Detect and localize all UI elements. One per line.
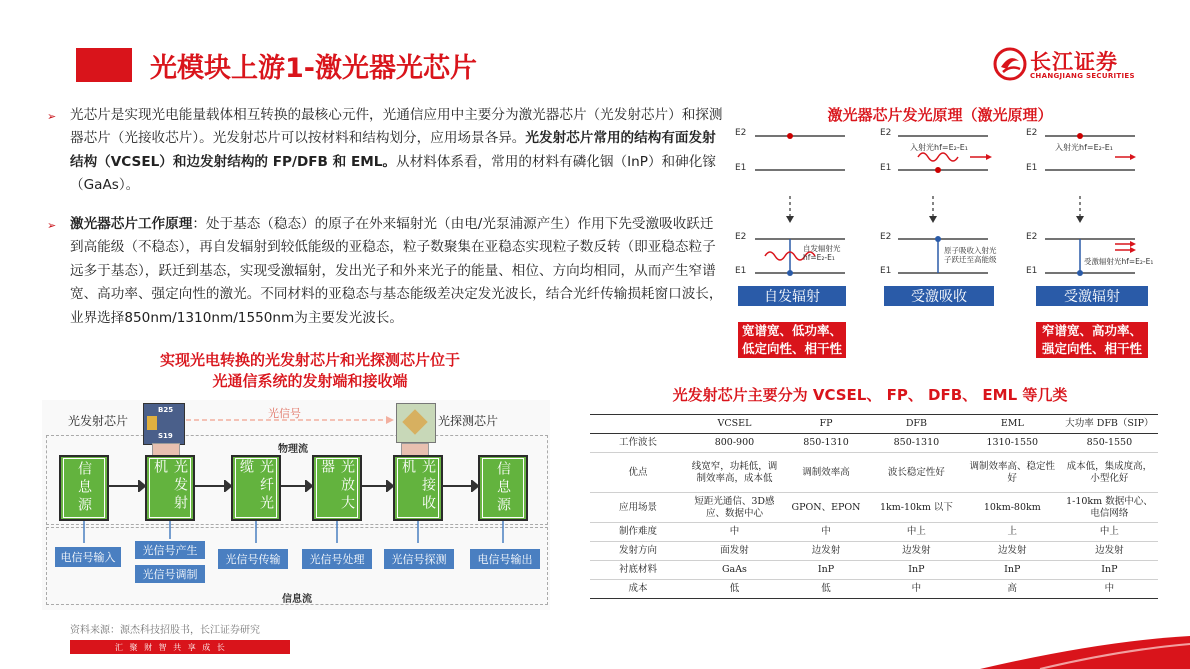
p1-text-a: 光芯片是实现光电能量载体相互转换的最核心元件，光通信应用中主要分为激光器芯片（光发射芯片）和探测器芯片（光接收芯片）。光发射芯片可以按材料和结构划分，应用场景各异。 [70, 107, 723, 147]
spontaneous-desc-line-1: 宽谱宽、低功率、 [741, 323, 842, 338]
logo-name-en: CHANGJIANG SECURITIES [1030, 72, 1135, 80]
signal-arrow-icon [186, 415, 396, 425]
table-cell: 短距光通信、3D感应、数据中心 [686, 493, 783, 523]
stimulated-label: 受激辐射 [1036, 286, 1148, 306]
table-cell: 调制效率高 [783, 453, 869, 493]
p1-text-c: 从材料体系看，常用的材料有磷化铟（InP）和砷化镓（GaAs）。 [70, 153, 716, 194]
step-optical-modulate: 光信号调制 [135, 565, 205, 583]
e2-label: E2 [880, 128, 892, 138]
block-info-sink-label: 信息源 [482, 458, 524, 518]
block-info-source [59, 455, 109, 521]
table-cell: 低 [783, 580, 869, 599]
table-cell: 调制效率高、稳定性好 [964, 453, 1061, 493]
table-cell: 850-1310 [869, 434, 964, 453]
table-cell: GaAs [686, 561, 783, 580]
absorption-label: 受激吸收 [884, 286, 994, 306]
step-optical-detect: 光信号探测 [384, 549, 454, 569]
tx-chip-image [143, 403, 185, 445]
table-cell: 边发射 [783, 542, 869, 561]
table-cell: 800-900 [686, 434, 783, 453]
rx-chip-label: 光探测芯片 [438, 414, 499, 428]
table-row [590, 523, 1158, 542]
info-flow-label: 信息流 [282, 594, 312, 605]
step-electric-input: 电信号输入 [55, 547, 121, 567]
chip-mark-2: S19 [158, 432, 173, 440]
flow-caption [60, 350, 560, 392]
e2-label: E2 [735, 128, 747, 138]
e1-label: E1 [735, 163, 747, 173]
absorption-note-line-1: 原子吸收入射光 [944, 246, 997, 255]
table-cell: 面发射 [686, 542, 783, 561]
table-cell: 850-1550 [1061, 434, 1158, 453]
table-cell: 1-10km 数据中心、电信网络 [1061, 493, 1158, 523]
table-cell: 边发射 [1061, 542, 1158, 561]
e2-label: E2 [1026, 232, 1038, 242]
stimulated-desc [1036, 322, 1148, 358]
table-header-cell: VCSEL [686, 415, 783, 434]
title-accent-block [76, 48, 132, 82]
table-row [590, 453, 1158, 493]
table-cell: 低 [686, 580, 783, 599]
step-optical-generate: 光信号产生 [135, 541, 205, 559]
paragraph-2 [70, 213, 725, 330]
absorption-note [944, 246, 997, 264]
table-cell: InP [1061, 561, 1158, 580]
flow-arrows-icon [109, 480, 479, 492]
incident-light-note: 入射光hf=E₂-E₁ [1055, 143, 1113, 152]
flow-caption-line-1: 实现光电转换的光发射芯片和光探测芯片位于 [159, 351, 460, 369]
step-optical-process: 光信号处理 [302, 549, 372, 569]
flow-connectors-icon [46, 521, 546, 551]
block-amplifier-label: 光放大器 [316, 458, 358, 518]
table-cell: 线宽窄，功耗低，调制效率高，成本低 [686, 453, 783, 493]
table-cell: GPON、EPON [783, 493, 869, 523]
e1-label: E1 [1026, 163, 1038, 173]
table-cell: 1km-10km 以下 [869, 493, 964, 523]
table-cell: 中 [686, 523, 783, 542]
bullet-arrow-icon: ➢ [47, 110, 57, 123]
p2-heading: 激光器芯片工作原理 [70, 216, 193, 232]
table-header-row [590, 415, 1158, 434]
table-cell: InP [964, 561, 1061, 580]
incident-light-note: 入射光hf=E₂-E₁ [910, 143, 968, 152]
stimulated-desc-line-1: 窄谱宽、高功率、 [1041, 323, 1142, 338]
rx-chip-image [396, 403, 436, 443]
table-cell: 成本低，集成度高，小型化好 [1061, 453, 1158, 493]
e1-label: E1 [880, 163, 892, 173]
page-title: 光模块上游1-激光器光芯片 [150, 53, 477, 84]
table-cell: 高 [964, 580, 1061, 599]
table-cell: 上 [964, 523, 1061, 542]
table-cell: 应用场景 [590, 493, 686, 523]
table-cell: 1310-1550 [964, 434, 1061, 453]
table-row [590, 580, 1158, 599]
block-transmitter-label: 光发射机 [149, 458, 191, 518]
e1-label: E1 [735, 266, 747, 276]
table-cell: 成本 [590, 580, 686, 599]
table-cell: 中上 [869, 523, 964, 542]
table-cell: 中 [783, 523, 869, 542]
block-receiver-label: 光接收机 [397, 458, 439, 518]
stimulated-desc-line-2: 强定向性、相干性 [1041, 341, 1142, 356]
table-title: 光发射芯片主要分为 VCSEL、 FP、 DFB、 EML 等几类 [672, 386, 1068, 404]
table-cell: 边发射 [869, 542, 964, 561]
table-header-cell: 大功率 DFB（SIP） [1061, 415, 1158, 434]
footer-slogan: 汇 聚 财 智 共 享 成 长 [70, 640, 290, 654]
table-header-cell [590, 415, 686, 434]
step-electric-output: 电信号输出 [470, 549, 540, 569]
table-cell: 工作波长 [590, 434, 686, 453]
e1-label: E1 [1026, 266, 1038, 276]
p2-text: ：处于基态（稳态）的原子在外来辐射光（由电/光泵浦源产生）作用下先受激吸收跃迁到高能级（不稳态），再自发辐射到较低能级的亚稳态，粒子数聚集在亚稳态实现粒子数反转（即亚稳态粒子远多于基态），跃迁到基态，实现受激辐射，发出光子和外来光子的能量、相位、方向均相同，从而产生窄谱宽、高功率、强定向性的激光。不同材料的亚稳态与基态能级差决定发光波长，结合光纤传输损耗窗口波长，业界选择850nm/1310nm/1550nm为主要发光波长。 [70, 216, 723, 326]
table-cell: InP [869, 561, 964, 580]
table-cell: 边发射 [964, 542, 1061, 561]
step-optical-transmit: 光信号传输 [218, 549, 288, 569]
paragraph-1 [70, 104, 725, 198]
table-cell: 中 [1061, 580, 1158, 599]
block-fiber-cable-label: 光纤光缆 [235, 458, 277, 518]
spontaneous-desc-line-2: 低定向性、相干性 [741, 341, 842, 356]
table-header-cell: FP [783, 415, 869, 434]
spontaneous-note: 自发辐射光hf=E₂-E₁ [803, 244, 841, 262]
table-cell: 850-1310 [783, 434, 869, 453]
table-header-cell: EML [964, 415, 1061, 434]
table-header-cell: DFB [869, 415, 964, 434]
table-cell: 优点 [590, 453, 686, 493]
table-row [590, 542, 1158, 561]
table-cell: 发射方向 [590, 542, 686, 561]
source-note: 资料来源：源杰科技招股书，长江证券研究 [70, 625, 260, 636]
laser-chip-table [590, 414, 1158, 599]
bullet-arrow-icon: ➢ [47, 219, 57, 232]
table-cell: 波长稳定性好 [869, 453, 964, 493]
e2-label: E2 [1026, 128, 1038, 138]
principle-title: 激光器芯片发光原理（激光原理） [827, 106, 1053, 124]
table-cell: 中上 [1061, 523, 1158, 542]
p1-text-bold: 光发射芯片常用的结构有面发射结构（VCSEL）和边发射结构的 FP/DFB 和 EML。 [70, 130, 716, 170]
block-info-source-label: 信息源 [63, 458, 105, 518]
table-row [590, 561, 1158, 580]
absorption-note-line-2: 子跃迁至高能级 [944, 255, 997, 264]
logo-name-cn: 长江证券 [1030, 50, 1118, 74]
table-cell: 衬底材料 [590, 561, 686, 580]
e2-label: E2 [880, 232, 892, 242]
stimulated-note: 受激辐射光hf=E₂-E₁ [1084, 257, 1154, 266]
tx-chip-label: 光发射芯片 [68, 414, 129, 428]
optical-signal-label: 光信号 [268, 407, 301, 420]
table-cell: InP [783, 561, 869, 580]
chip-mark-1: B25 [158, 406, 174, 414]
spontaneous-label: 自发辐射 [738, 286, 846, 306]
table-row [590, 493, 1158, 523]
table-cell: 中 [869, 580, 964, 599]
changjiang-logo-icon [993, 47, 1027, 81]
e1-label: E1 [880, 266, 892, 276]
table-cell: 制作难度 [590, 523, 686, 542]
block-info-sink [478, 455, 528, 521]
spontaneous-desc [738, 322, 846, 358]
physical-flow-label: 物理流 [278, 444, 308, 455]
e2-label: E2 [735, 232, 747, 242]
table-row [590, 434, 1158, 453]
flow-caption-line-2: 光通信系统的发射端和接收端 [212, 372, 408, 390]
table-cell: 10km-80km [964, 493, 1061, 523]
